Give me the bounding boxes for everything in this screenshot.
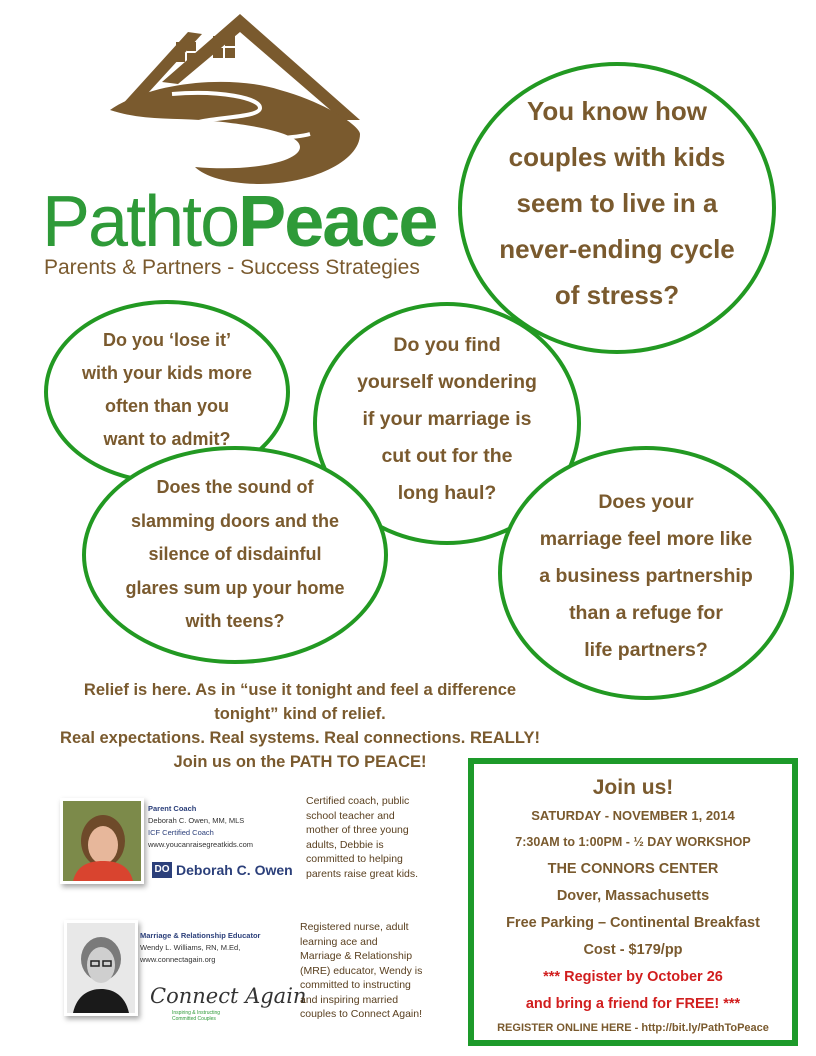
event-city: Dover, Massachusetts	[556, 888, 710, 904]
promo-register-by: *** Register by October 26	[543, 969, 723, 985]
logo-title: PathtoPeace	[42, 182, 437, 262]
question-circle-partnership: Does your marriage feel more like a business partnership than a refuge for life partners?	[498, 446, 794, 700]
question-circle-teens: Does the sound of slamming doors and the silence of disdainful glares sum up your home with teens?	[82, 446, 388, 664]
presenter2-info	[140, 930, 260, 966]
house-logo-icon	[110, 12, 370, 187]
presenter2-bio: Registered nurse, adult learning ace and Marriage & Relationship (MRE) educator, Wendy is committed to instructing and inspiring married couples to Connect Again!	[300, 921, 423, 1020]
presenter2-website[interactable]: www.connectagain.org	[140, 955, 216, 964]
presenter1-info	[148, 803, 253, 851]
relief-line-1: Relief is here. As in “use it tonight and feel a difference	[83, 681, 517, 699]
question-circle-lose-it: Do you ‘lose it’ with your kids more often than you want to admit?	[44, 300, 290, 484]
presenter-photo-wendy	[64, 920, 138, 1016]
relief-line-2: tonight” kind of relief.	[214, 705, 386, 723]
connect-again-logo: Connect Again	[150, 984, 307, 1008]
presenter1-role: Parent Coach	[148, 804, 197, 813]
join-us-box	[468, 758, 798, 1046]
presenter2-role: Marriage & Relationship Educator	[140, 931, 261, 940]
presenter-photo-deborah	[60, 798, 144, 884]
register-online-link[interactable]: REGISTER ONLINE HERE - http://bit.ly/PathToPeace	[497, 1022, 769, 1034]
presenter1-website[interactable]: www.youcanraisegreatkids.com	[148, 840, 254, 849]
connect-again-tagline: Inspiring & Instructing Committed Couples	[172, 1010, 221, 1022]
promo-bring-friend: and bring a friend for FREE! ***	[525, 996, 741, 1012]
do-logo-badge: DO	[152, 862, 172, 878]
event-cost: Cost - $179/pp	[583, 942, 683, 958]
event-venue: THE CONNORS CENTER	[547, 861, 719, 877]
do-logo-name: Deborah C. Owen	[176, 862, 293, 878]
event-time: 7:30AM to 1:00PM - ½ DAY WORKSHOP	[515, 835, 751, 849]
join-title: Join us!	[592, 776, 674, 799]
relief-line-3: Real expectations. Real systems. Real connections. REALLY!	[60, 729, 540, 747]
presenter2-name: Wendy L. Williams, RN, M.Ed,	[140, 943, 241, 952]
event-amenities: Free Parking – Continental Breakfast	[506, 915, 760, 931]
presenter1-cert: ICF Certified Coach	[148, 828, 214, 837]
relief-line-4: Join us on the PATH TO PEACE!	[173, 753, 427, 771]
question-circle-stress: You know how couples with kids seem to live in a never-ending cycle of stress?	[458, 62, 776, 354]
question-circle-marriage: Do you find yourself wondering if your marriage is cut out for the long haul?	[313, 302, 581, 545]
presenter1-bio: Certified coach, public school teacher and mother of three young adults, Debbie is committed to helping parents raise great kids.	[306, 795, 419, 880]
presenter1-name: Deborah C. Owen, MM, MLS	[148, 816, 245, 825]
logo-tagline: Parents & Partners - Success Strategies	[44, 256, 420, 279]
event-date: SATURDAY - NOVEMBER 1, 2014	[531, 808, 735, 823]
